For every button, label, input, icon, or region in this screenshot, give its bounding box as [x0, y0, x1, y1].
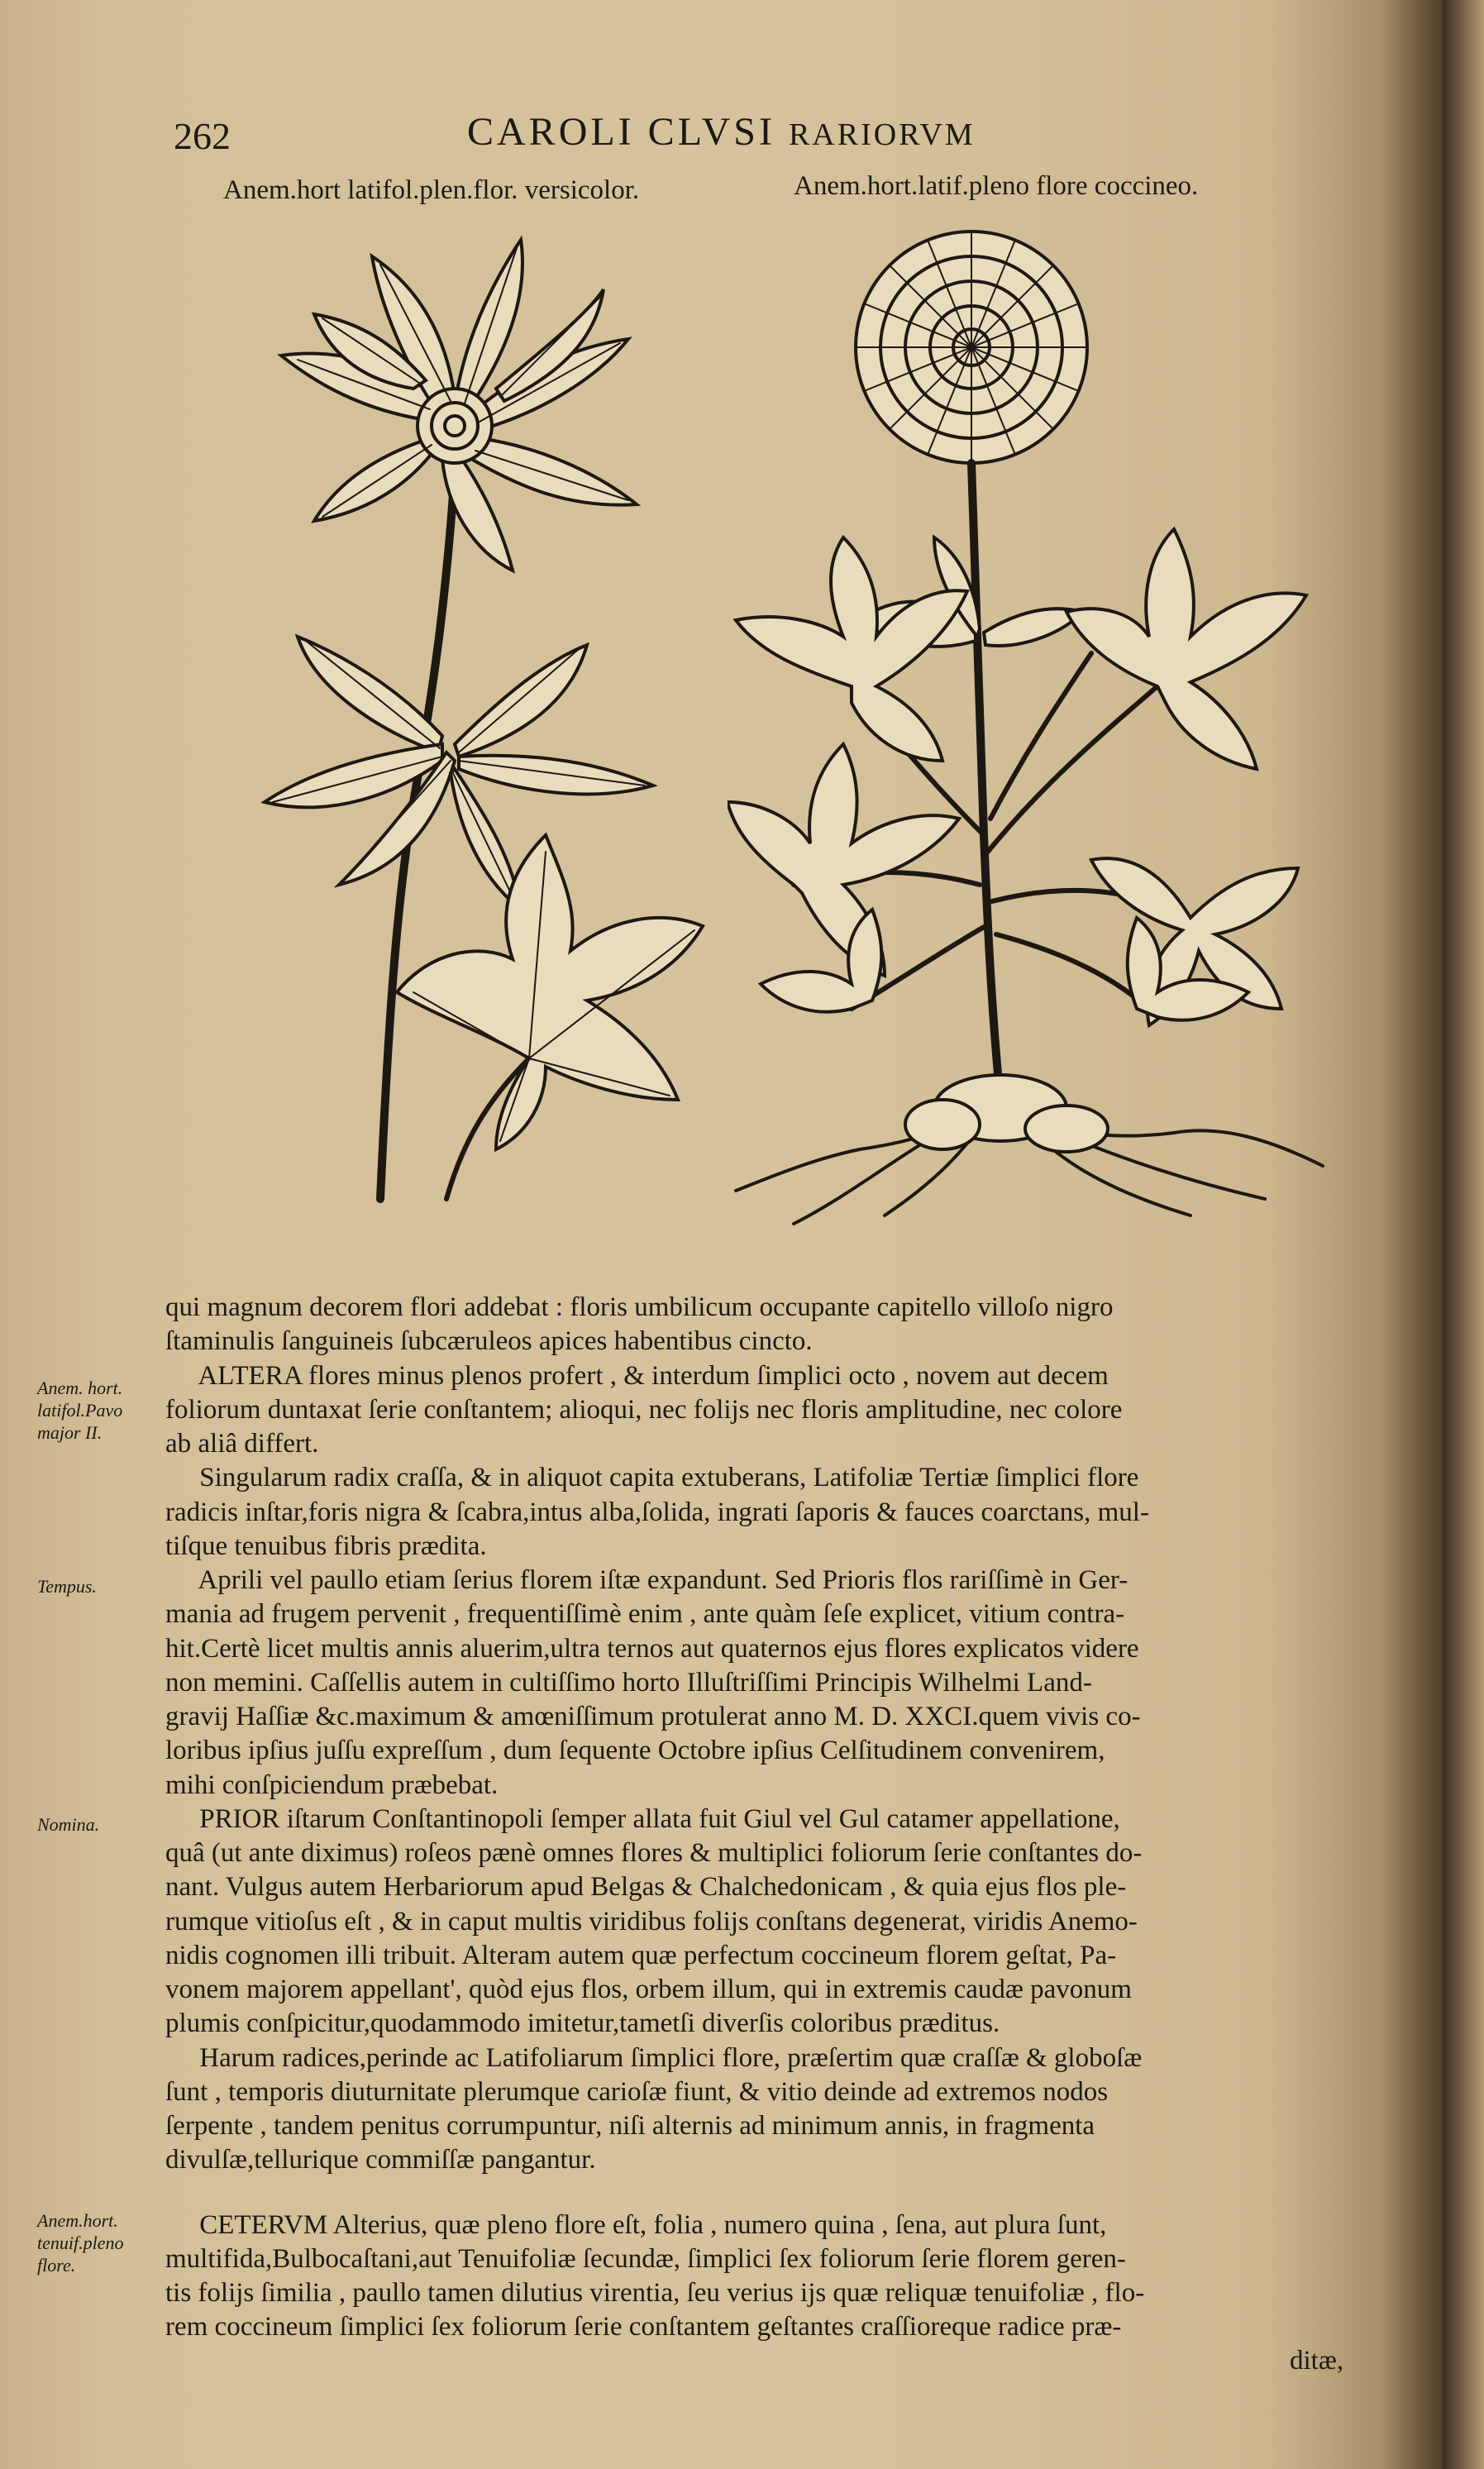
body-line: nant. Vulgus autem Herbariorum apud Belgas & Chalchedonicam , & quia ejus flos ple-: [165, 1872, 1127, 1902]
side-note-line: major II.: [37, 1422, 103, 1443]
woodcut-anemone-versicolor: [248, 223, 711, 1215]
body-line: CETERVM Alterius, quæ pleno flore eſt, folia , numero quina , ſena, aut plura ſunt,: [165, 2210, 1107, 2240]
side-note-line: Tempus.: [37, 1576, 97, 1597]
body-line: ab aliâ differt.: [165, 1429, 319, 1459]
body-line: ſunt , temporis diuturnitate plerumque carioſæ fiunt, & vitio deinde ad extremos nodos: [165, 2077, 1109, 2107]
body-line: hit.Certè licet multis annis aluerim,ultra ternos aut quaternos ejus flores explicatos videre: [165, 1634, 1139, 1664]
body-line: Singularum radix craſſa, & in aliquot capita extuberans, Latifoliæ Tertiæ ſimplici flore: [165, 1463, 1139, 1492]
woodcut-anemone-coccineo: [728, 223, 1339, 1265]
body-line: ditæ,: [1290, 2346, 1344, 2376]
body-line: rem coccineum ſimplici ſex foliorum ſerie conſtantem geſtantes craſſioreque radice præ-: [165, 2312, 1122, 2342]
page-number: 262: [174, 115, 231, 157]
body-line: PRIOR iſtarum Conſtantinopoli ſemper allata fuit Giul vel Gul catamer appellatione,: [165, 1804, 1120, 1834]
running-head-third: RARIORVM: [788, 117, 976, 152]
page-gutter-edge: [1443, 0, 1484, 2469]
side-note-anem-hort-tenuif: [37, 2209, 123, 2276]
side-note-line: flore.: [37, 2255, 76, 2276]
side-note-anem-hort-latifol: [37, 1377, 122, 1444]
body-line: ſtaminulis ſanguineis ſubcæruleos apices habentibus cincto.: [165, 1326, 813, 1356]
running-head-second: CLVSI: [647, 110, 775, 154]
body-line: foliorum duntaxat ſerie conſtantem; alioqui, nec folijs nec floris amplitudine, nec colore: [165, 1395, 1123, 1425]
side-note-line: Nomina.: [37, 1814, 100, 1835]
body-line: non memini. Caſſellis autem in cultiſſimo horto Illuſtriſſimi Principis Wilhelmi Land-: [165, 1668, 1092, 1698]
body-line: tis folijs ſimilia , paullo tamen dilutius virentia, ſeu verius ijs quæ reliquæ tenuifoliæ , flo-: [165, 2278, 1145, 2308]
running-head: [467, 109, 976, 155]
body-line: mania ad frugem pervenit , frequentiſſimè enim , ante quàm ſeſe explicet, vitium contra-: [165, 1599, 1125, 1629]
body-line: mihi conſpiciendum præbebat.: [165, 1770, 499, 1800]
body-line: ALTERA flores minus plenos profert , & interdum ſimplici octo , novem aut decem: [165, 1361, 1109, 1391]
body-line: multifida,Bulbocaſtani,aut Tenuifoliæ ſecundæ, ſimplici ſex foliorum ſerie florem geren-: [165, 2244, 1126, 2274]
body-line: Harum radices,perinde ac Latifoliarum ſimplici flore, præſertim quæ craſſæ & globoſæ: [165, 2043, 1143, 2073]
body-line: divulſæ,tellurique commiſſæ pangantur.: [165, 2145, 596, 2175]
running-head-first: CAROLI: [467, 110, 635, 154]
body-line: quâ (ut ante diximus) roſeos pænè omnes flores & multiplici foliorum ſerie conſtantes do-: [165, 1838, 1143, 1868]
body-line: rumque vitioſus eſt , & in caput multis viridibus folijs conſtans degenerat, viridis Anemo-: [165, 1907, 1138, 1937]
body-line: nidis cognomen illi tribuit. Alteram autem quæ perfectum coccineum florem geſtat, Pa-: [165, 1941, 1117, 1970]
right-illustration-caption: Anem.hort.latif.pleno flore coccineo.: [794, 171, 1199, 201]
left-illustration-caption: Anem.hort latifol.plen.flor. versicolor.: [223, 175, 640, 205]
body-line: vonem majorem appellant', quòd ejus flos, orbem illum, qui in extremis caudæ pavonum: [165, 1975, 1132, 2004]
body-line: gravij Haſſiæ &c.maximum & amœniſſimum protulerat anno M. D. XXCI.quem vivis co-: [165, 1702, 1141, 1731]
body-line: tiſque tenuibus fibris prædita.: [165, 1531, 487, 1561]
side-note-tempus: [37, 1575, 97, 1597]
side-note-line: Anem.hort.: [37, 2210, 118, 2231]
body-line: ſerpente , tandem penitus corrumpuntur, niſi alternis ad minimum annis, in fragmenta: [165, 2111, 1095, 2141]
body-line: plumis conſpicitur,quodammodo imitetur,tametſi diverſis coloribus præditus.: [165, 2008, 1000, 2038]
body-line: Aprili vel paullo etiam ſerius florem iſtæ expandunt. Sed Prioris flos rariſſimè in Ger-: [165, 1565, 1129, 1595]
side-note-line: Anem. hort.: [37, 1378, 123, 1398]
side-note-nomina: [37, 1813, 99, 1836]
body-line: radicis inſtar,foris nigra & ſcabra,intus alba,ſolida, ingrati ſaporis & fauces coarctans, mul-: [165, 1497, 1149, 1527]
body-line: loribus ipſius juſſu expreſſum , dum ſequente Octobre ipſius Celſitudinem convenirem,: [165, 1736, 1105, 1765]
side-note-line: latifol.Pavo: [37, 1400, 123, 1421]
side-note-line: tenuif.pleno: [37, 2233, 124, 2253]
body-line: qui magnum decorem flori addebat : floris umbilicum occupante capitello villoſo nigro: [165, 1292, 1114, 1322]
